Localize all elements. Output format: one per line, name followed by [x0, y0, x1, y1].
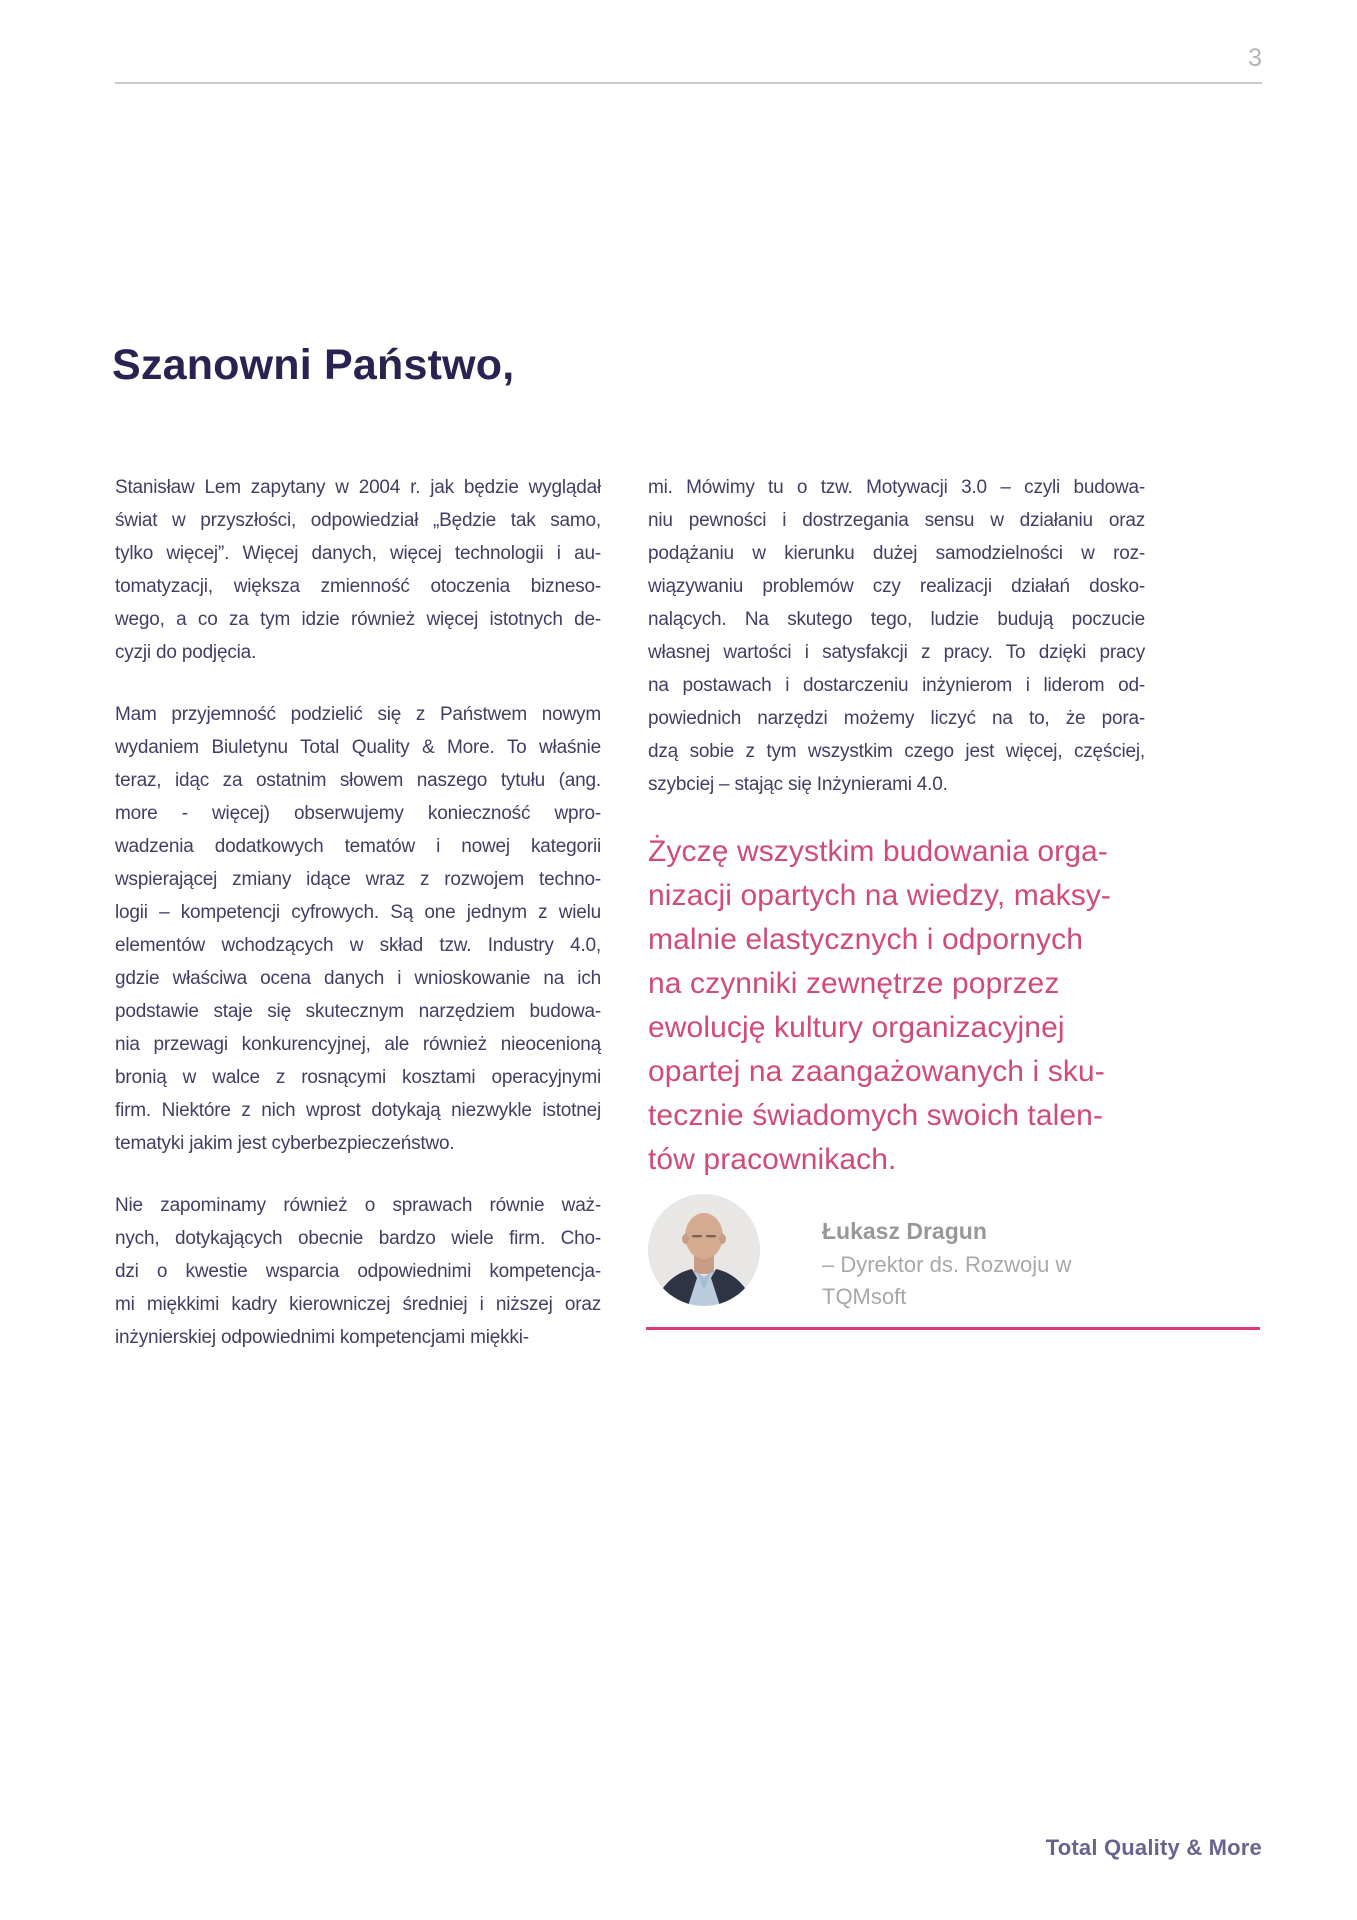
text-line: tów pracownikach.	[648, 1143, 897, 1176]
text-column-left	[115, 471, 601, 1383]
text-line: nalących. Na skutego tego, ludzie budują poczucie	[648, 609, 1145, 630]
text-line: teraz, idąc za ostatnim słowem naszego tytułu (ang.	[115, 770, 601, 791]
author-name: Łukasz Dragun	[822, 1218, 987, 1244]
text-line: nia przewagi konkurencyjnej, ale również nieocenioną	[115, 1034, 601, 1055]
text-line: Stanisław Lem zapytany w 2004 r. jak będzie wyglądał	[115, 477, 601, 498]
text-line: powiednich narzędzi możemy liczyć na to, że pora-	[648, 708, 1145, 729]
text-line: tecznie świadomych swoich talen-	[648, 1099, 1104, 1132]
text-line: na czynniki zewnętrze poprzez	[648, 967, 1060, 1000]
text-line: wspierającej zmiany idące wraz z rozwojem techno-	[115, 869, 601, 890]
author-title: – Dyrektor ds. Rozwoju w TQMsoft	[822, 1252, 1072, 1309]
text-line: wego, a co za tym idzie również więcej istotnych de-	[115, 609, 601, 630]
text-line: dzą sobie z tym wszystkim czego jest więcej, częściej,	[648, 741, 1145, 762]
text-line: świat w przyszłości, odpowiedział „Będzie tak samo,	[115, 510, 601, 531]
portrait-photo-icon	[648, 1194, 760, 1306]
text-line: Życzę wszystkim budowania orga-	[648, 835, 1108, 868]
author-block	[648, 1194, 1145, 1313]
paragraph	[648, 471, 1145, 801]
text-line: inżynierskiej odpowiednimi kompetencjami miękki-	[115, 1327, 529, 1348]
text-line: tematyki jakim jest cyberbezpieczeństwo.	[115, 1133, 455, 1154]
paragraph	[115, 471, 601, 669]
page-title: Szanowni Państwo,	[112, 341, 515, 389]
text-line: ewolucję kultury organizacyjnej	[648, 1011, 1065, 1044]
text-line: Nie zapominamy również o sprawach równie waż-	[115, 1195, 601, 1216]
text-line: mi miękkimi kadry kierowniczej średniej i niższej oraz	[115, 1294, 601, 1315]
text-line: tylko więcej”. Więcej danych, więcej technologii i au-	[115, 543, 601, 564]
text-line: podążaniu w kierunku dużej samodzielności w roz-	[648, 543, 1145, 564]
header-divider-rule	[115, 82, 1262, 84]
paragraph	[115, 1189, 601, 1354]
pull-quote	[648, 830, 1145, 1182]
text-line: wydaniem Biuletynu Total Quality & More. To właśnie	[115, 737, 601, 758]
footer-brand: Total Quality & More	[1045, 1835, 1262, 1860]
text-line: malnie elastycznych i odpornych	[648, 923, 1083, 956]
avatar	[648, 1194, 760, 1306]
text-line: własnej wartości i satysfakcji z pracy. To dzięki pracy	[648, 642, 1145, 663]
signature-divider-rule	[646, 1327, 1260, 1330]
page-number: 3	[1248, 44, 1262, 72]
text-line: logii – kompetencji cyfrowych. Są one jednym z wielu	[115, 902, 601, 923]
text-line: wiązywaniu problemów czy realizacji działań dosko-	[648, 576, 1145, 597]
text-line: nizacji opartych na wiedzy, maksy-	[648, 879, 1112, 912]
text-line: nych, dotykających obecnie bardzo wiele firm. Cho-	[115, 1228, 601, 1249]
text-line: szybciej – stając się Inżynierami 4.0.	[648, 774, 948, 795]
text-line: firm. Niektóre z nich wprost dotykają niezwykle istotnej	[115, 1100, 601, 1121]
text-line: gdzie właściwa ocena danych i wnioskowanie na ich	[115, 968, 601, 989]
text-line: niu pewności i dostrzegania sensu w działaniu oraz	[648, 510, 1145, 531]
paragraph	[115, 698, 601, 1160]
text-line: podstawie staje się skutecznym narzędziem budowa-	[115, 1001, 601, 1022]
text-line: mi. Mówimy tu o tzw. Motywacji 3.0 – czyli budowa-	[648, 477, 1145, 498]
text-line: bronią w walce z rosnącymi kosztami operacyjnymi	[115, 1067, 601, 1088]
text-column-right	[648, 471, 1145, 1313]
text-line: cyzji do podjęcia.	[115, 642, 257, 663]
text-line: elementów wchodzących w skład tzw. Industry 4.0,	[115, 935, 601, 956]
text-line: Mam przyjemność podzielić się z Państwem nowym	[115, 704, 601, 725]
text-line: opartej na zaangażowanych i sku-	[648, 1055, 1105, 1088]
text-line: wadzenia dodatkowych tematów i nowej kategorii	[115, 836, 601, 857]
text-line: dzi o kwestie wsparcia odpowiednimi kompetencja-	[115, 1261, 601, 1282]
author-meta	[822, 1194, 1145, 1313]
text-line: tomatyzacji, większa zmienność otoczenia bizneso-	[115, 576, 601, 597]
text-line: more - więcej) obserwujemy konieczność wpro-	[115, 803, 601, 824]
text-line: na postawach i dostarczeniu inżynierom i liderom od-	[648, 675, 1145, 696]
